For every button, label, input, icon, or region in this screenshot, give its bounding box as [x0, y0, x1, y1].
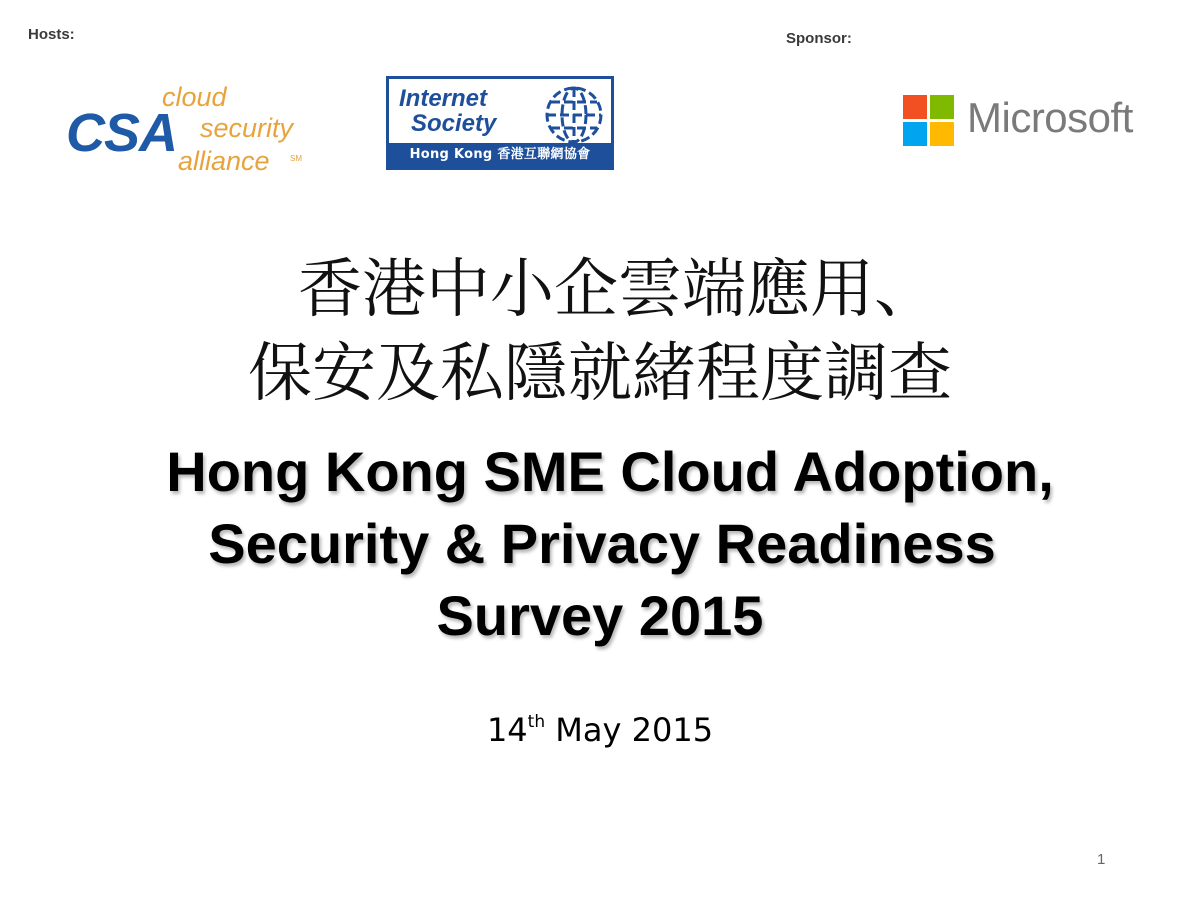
microsoft-logo	[903, 95, 1143, 151]
date-ordinal-suffix: th	[527, 712, 546, 732]
microsoft-square-yellow	[930, 122, 954, 146]
csa-logo	[62, 84, 332, 184]
presentation-date	[0, 711, 1200, 749]
microsoft-square-blue	[903, 122, 927, 146]
microsoft-windows-icon	[903, 95, 955, 147]
date-day: 14	[486, 711, 528, 749]
chinese-title-line-2: 保安及私隱就緒程度調查	[248, 337, 952, 411]
microsoft-wordmark: Microsoft	[967, 94, 1133, 141]
isoc-logo-internet: Internet	[399, 85, 488, 112]
globe-icon	[539, 83, 609, 147]
hosts-label: Hosts:	[28, 26, 75, 43]
csa-logo-word-security: security	[200, 113, 294, 143]
csa-logo-word-cloud: cloud	[162, 82, 227, 112]
csa-logo-word-alliance: alliance	[178, 146, 270, 176]
english-title-line-3: Survey 2015	[436, 584, 764, 647]
csa-logo-service-mark: SM	[290, 154, 302, 163]
isoc-logo-society: Society	[411, 110, 497, 137]
microsoft-square-red	[903, 95, 927, 119]
page-number: 1	[1097, 851, 1106, 868]
microsoft-square-green	[930, 95, 954, 119]
chinese-title-line-1: 香港中小企雲端應用、	[298, 253, 938, 327]
csa-logo-letters: CSA	[66, 103, 178, 163]
date-month-year: May 2015	[545, 711, 714, 749]
sponsor-label: Sponsor:	[786, 30, 852, 47]
english-title-line-1: Hong Kong SME Cloud Adoption,	[166, 440, 1054, 503]
english-title-line-2: Security & Privacy Readiness	[208, 512, 996, 575]
isoc-logo-band: Hong Kong 香港互聯網協會	[389, 143, 611, 167]
internet-society-logo	[386, 76, 614, 170]
